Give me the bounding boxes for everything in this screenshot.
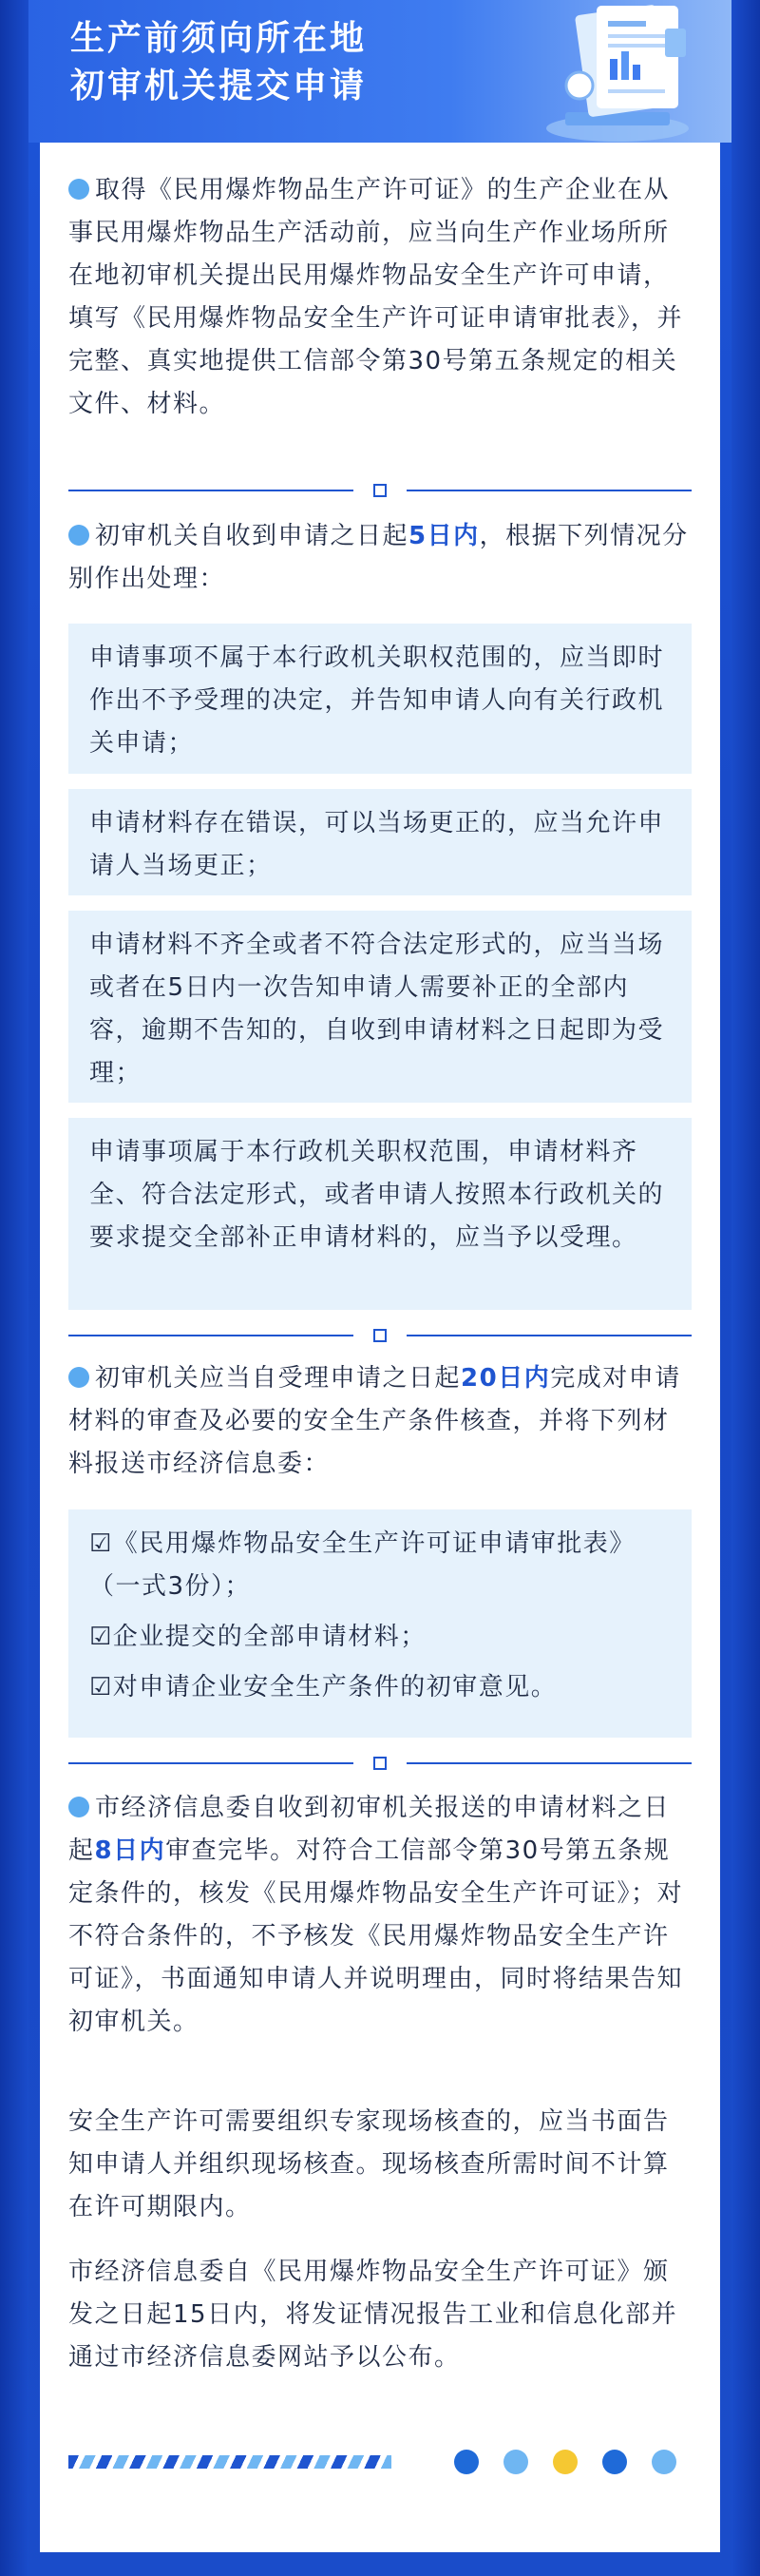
section-1-paragraph <box>68 169 692 426</box>
case-box-4 <box>68 1118 692 1310</box>
section-4-deadline: 8日内 <box>94 1836 166 1865</box>
decor-dot-icon <box>553 2450 578 2474</box>
case-text-4: 申请事项属于本行政机关职权范围，申请材料齐全、符合法定形式，或者申请人按照本行政机关的要求提交全部补正申请材料的，应当予以受理。 <box>89 1138 665 1252</box>
decor-dot-icon <box>504 2450 528 2474</box>
case-box-1 <box>68 624 692 774</box>
case-text-2: 申请材料存在错误，可以当场更正的，应当允许申请人当场更正； <box>89 809 665 880</box>
section-2-deadline: 5日内 <box>408 522 480 550</box>
footer-decoration <box>68 2448 692 2476</box>
section-3-intro-pre: 初审机关应当自受理申请之日起 <box>95 1364 462 1393</box>
section-3-deadline: 20日内 <box>461 1364 551 1393</box>
section-2-intro-pre: 初审机关自收到申请之日起 <box>95 522 409 550</box>
bullet-dot-icon <box>68 179 89 200</box>
title-line-2: 初审机关提交申请 <box>70 67 368 106</box>
decor-dot-icon <box>652 2450 676 2474</box>
checklist-item-1: ☑《民用爆炸物品安全生产许可证申请审批表》（一式3份）； <box>89 1529 636 1601</box>
section-2-intro <box>68 515 692 601</box>
decor-dot-icon <box>454 2450 479 2474</box>
bullet-dot-icon <box>68 1797 89 1817</box>
section-4-paragraph <box>68 1787 692 2044</box>
case-box-3 <box>68 911 692 1103</box>
section-4-paragraph-3: 市经济信息委自《民用爆炸物品安全生产许可证》颁发之日起15日内，将发证情况报告工业和信息化部并通过市经济信息委网站予以公布。 <box>68 2258 678 2372</box>
section-divider <box>68 1326 692 1345</box>
case-text-1: 申请事项不属于本行政机关职权范围的，应当即时作出不予受理的决定，并告知申请人向有关行政机关申请； <box>89 644 665 758</box>
section-4-intro-pre: 市经济信息委自收到初审机关报送的申请材料之日起 <box>68 1794 671 1865</box>
document-illustration-icon <box>522 0 712 143</box>
content-card <box>40 143 720 2552</box>
page-title <box>70 15 367 110</box>
title-line-1: 生产前须向所在地 <box>70 19 368 58</box>
checklist-item-3: ☑对申请企业安全生产条件的初审意见。 <box>89 1673 558 1701</box>
checklist-item-2: ☑企业提交的全部申请材料； <box>89 1623 427 1651</box>
stripe-decoration <box>68 2455 391 2469</box>
section-3-intro <box>68 1357 692 1486</box>
bullet-dot-icon <box>68 525 89 546</box>
case-text-3: 申请材料不齐全或者不符合法定形式的，应当当场或者在5日内一次告知申请人需要补正的全部内容，逾期不告知的，自收到申请材料之日起即为受理； <box>89 931 665 1087</box>
section-divider <box>68 481 692 500</box>
section-3-intro-post: 完成对申请材料的审查及必要的安全生产条件核查，并将下列材料报送市经济信息委： <box>68 1364 681 1478</box>
header-banner <box>28 0 732 143</box>
bullet-dot-icon <box>68 1367 89 1388</box>
section-2-intro-post: ，根据下列情况分别作出处理： <box>68 522 689 593</box>
section-4-paragraph-2: 安全生产许可需要组织专家现场核查的，应当书面告知申请人并组织现场核查。现场核查所需时间不计算在许可期限内。 <box>68 2107 670 2221</box>
materials-checklist <box>68 1509 692 1738</box>
section-divider <box>68 1754 692 1773</box>
section-4-intro-post: 审查完毕。对符合工信部令第30号第五条规定条件的，核发《民用爆炸物品安全生产许可证》；对不符合条件的，不予核发《民用爆炸物品安全生产许可证》，书面通知申请人并说明理由，同时将结果告知初审机关。 <box>68 1836 684 2036</box>
decor-dot-icon <box>602 2450 627 2474</box>
section-1-text: 取得《民用爆炸物品生产许可证》的生产企业在从事民用爆炸物品生产活动前，应当向生产作业场所所在地初审机关提出民用爆炸物品安全生产许可申请，填写《民用爆炸物品安全生产许可证申请审批表》，并完整、真实地提供工信部令第30号第五条规定的相关文件、材料。 <box>68 176 684 418</box>
case-box-2 <box>68 789 692 895</box>
